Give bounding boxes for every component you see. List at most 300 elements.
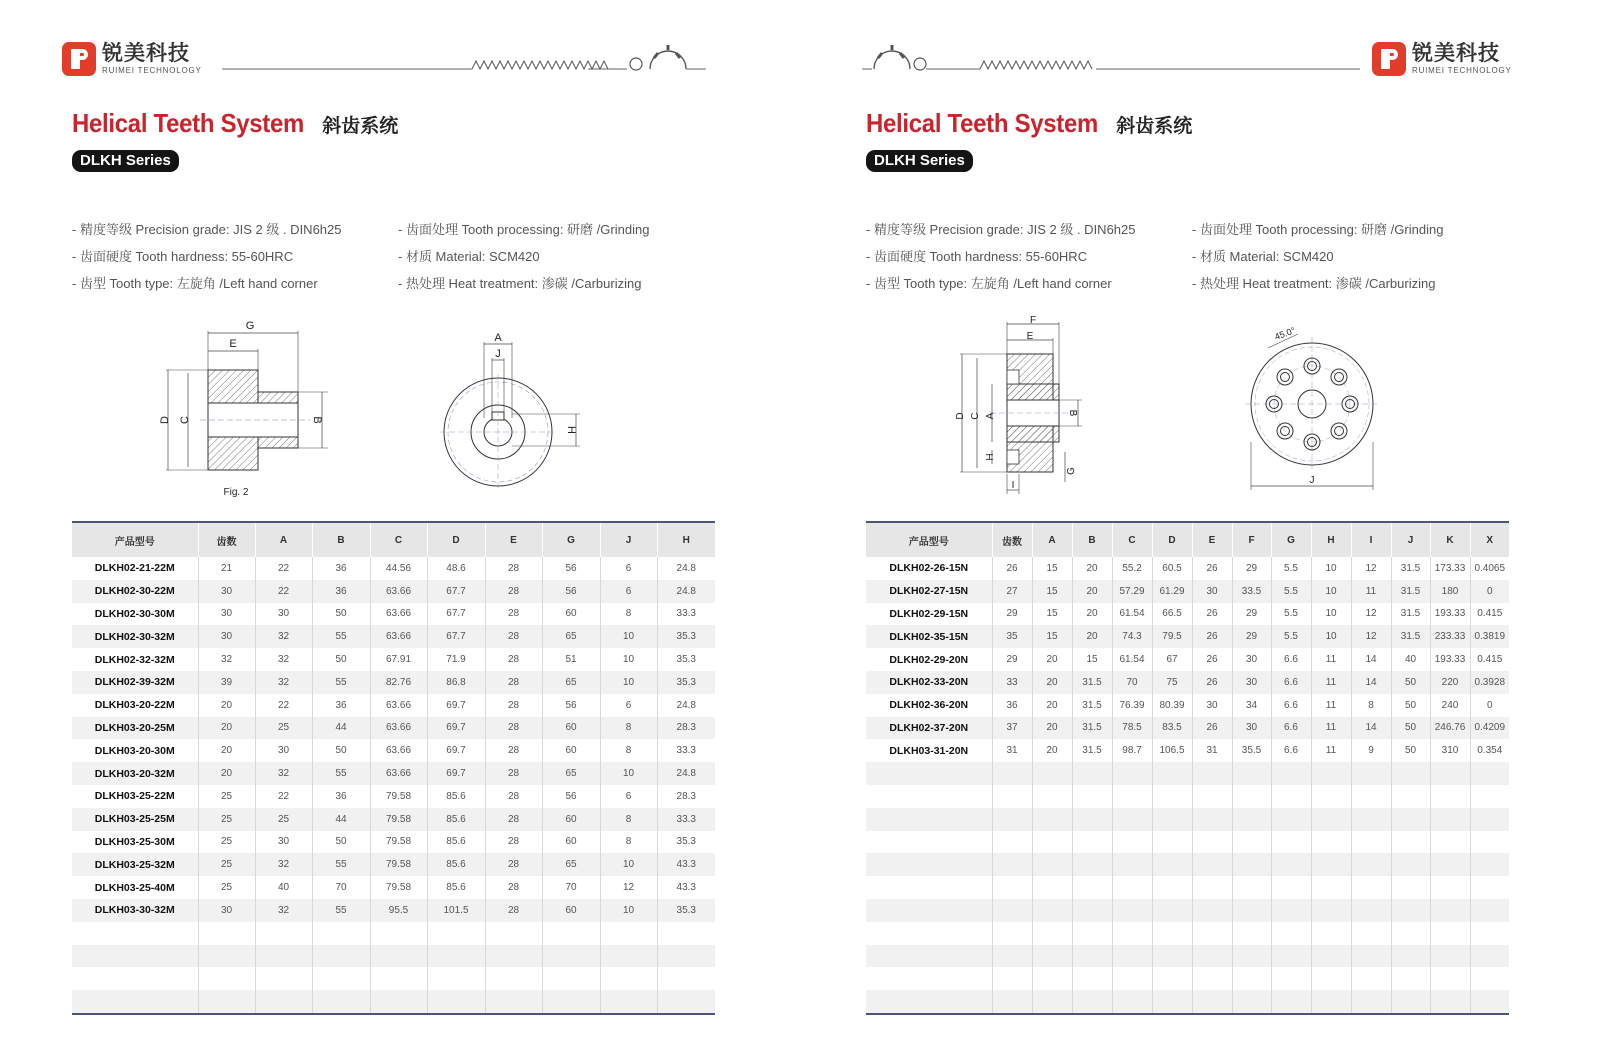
spec-item: - 齿面处理 Tooth processing: 研磨 /Grinding [1192, 222, 1444, 237]
value-cell [1311, 922, 1351, 945]
value-cell [1072, 945, 1112, 968]
table-row [866, 853, 1509, 876]
spec-item: - 齿面处理 Tooth processing: 研磨 /Grinding [398, 222, 650, 237]
dim-label: E [229, 338, 237, 350]
value-cell: 21 [198, 557, 255, 580]
table-row [72, 717, 715, 740]
value-cell: 27 [992, 580, 1032, 603]
table-row [866, 557, 1509, 580]
model-cell: DLKH02-27-15N [866, 580, 992, 603]
value-cell [198, 990, 255, 1014]
model-cell [866, 831, 992, 854]
value-cell: 29 [1232, 557, 1271, 580]
value-cell: 25 [198, 831, 255, 854]
value-cell [1430, 945, 1470, 968]
table-row [866, 922, 1509, 945]
table-row [866, 694, 1509, 717]
table-row [72, 876, 715, 899]
table-row [866, 625, 1509, 648]
value-cell: 24.8 [657, 762, 715, 785]
table-row [866, 876, 1509, 899]
value-cell [370, 967, 427, 990]
value-cell: 28 [485, 557, 542, 580]
value-cell [370, 990, 427, 1014]
value-cell: 79.58 [370, 853, 427, 876]
value-cell [312, 990, 370, 1014]
value-cell: 63.66 [370, 580, 427, 603]
value-cell [312, 945, 370, 968]
value-cell [1311, 899, 1351, 922]
value-cell [542, 990, 600, 1014]
value-cell: 28 [485, 625, 542, 648]
model-cell [72, 945, 198, 968]
value-cell: 28 [485, 694, 542, 717]
value-cell: 20 [1072, 557, 1112, 580]
value-cell: 220 [1430, 671, 1470, 694]
value-cell [1430, 785, 1470, 808]
value-cell: 28 [485, 762, 542, 785]
value-cell: 24.8 [657, 557, 715, 580]
value-cell [1271, 967, 1311, 990]
table-row [72, 967, 715, 990]
value-cell [1152, 876, 1192, 899]
table-row [72, 831, 715, 854]
value-cell: 83.5 [1152, 717, 1192, 740]
logo-r-icon [62, 42, 96, 76]
value-cell [485, 945, 542, 968]
value-cell: 30 [1192, 580, 1232, 603]
value-cell: 0.354 [1470, 739, 1509, 762]
dim-label: I [1011, 480, 1015, 491]
value-cell: 28 [485, 808, 542, 831]
value-cell [1391, 876, 1430, 899]
value-cell [1271, 853, 1311, 876]
value-cell [198, 945, 255, 968]
value-cell [992, 876, 1032, 899]
dim-label: F [1029, 315, 1037, 326]
value-cell: 22 [255, 694, 312, 717]
table-row [72, 694, 715, 717]
value-cell [1072, 876, 1112, 899]
dim-label: G [1066, 467, 1077, 475]
value-cell: 11 [1351, 580, 1391, 603]
value-cell: 25 [255, 808, 312, 831]
value-cell [1430, 922, 1470, 945]
spec-table [866, 521, 1509, 1015]
value-cell [1351, 990, 1391, 1014]
value-cell [1470, 853, 1509, 876]
value-cell [1032, 876, 1072, 899]
value-cell [1470, 785, 1509, 808]
value-cell: 28 [485, 853, 542, 876]
value-cell: 36 [312, 694, 370, 717]
value-cell: 63.66 [370, 762, 427, 785]
title-cn: 斜齿系统 [1116, 115, 1193, 137]
value-cell: 30 [1192, 694, 1232, 717]
value-cell [1470, 876, 1509, 899]
value-cell [1192, 831, 1232, 854]
value-cell: 31 [1192, 739, 1232, 762]
value-cell [1430, 853, 1470, 876]
value-cell [1072, 967, 1112, 990]
value-cell [1430, 831, 1470, 854]
value-cell: 80.39 [1152, 694, 1192, 717]
value-cell [255, 945, 312, 968]
spec-item: - 材质 Material: SCM420 [398, 249, 540, 264]
value-cell: 10 [1311, 580, 1351, 603]
value-cell [427, 967, 485, 990]
value-cell: 0 [1470, 694, 1509, 717]
value-cell [1391, 808, 1430, 831]
value-cell: 40 [255, 876, 312, 899]
value-cell: 12 [600, 876, 657, 899]
value-cell: 193.33 [1430, 603, 1470, 626]
value-cell: 240 [1430, 694, 1470, 717]
value-cell [1391, 785, 1430, 808]
column-header: F [1232, 522, 1271, 557]
value-cell: 14 [1351, 717, 1391, 740]
value-cell: 8 [1351, 694, 1391, 717]
value-cell: 50 [312, 739, 370, 762]
model-cell: DLKH02-21-22M [94, 562, 175, 575]
value-cell [1072, 922, 1112, 945]
value-cell [542, 945, 600, 968]
value-cell [1232, 899, 1271, 922]
value-cell [1470, 922, 1509, 945]
value-cell [992, 831, 1032, 854]
gear-header-line-icon [862, 44, 1362, 74]
value-cell [1112, 967, 1152, 990]
value-cell: 5.5 [1271, 580, 1311, 603]
value-cell [1311, 990, 1351, 1014]
value-cell: 10 [1311, 625, 1351, 648]
value-cell: 65 [542, 762, 600, 785]
value-cell [992, 990, 1032, 1014]
value-cell [1192, 785, 1232, 808]
value-cell: 32 [198, 648, 255, 671]
title-cn: 斜齿系统 [322, 115, 399, 137]
value-cell: 246.76 [1430, 717, 1470, 740]
model-cell: DLKH02-29-20N [889, 653, 969, 666]
value-cell: 37 [992, 717, 1032, 740]
table-row [866, 580, 1509, 603]
value-cell [1232, 831, 1271, 854]
page-title [72, 108, 398, 139]
value-cell [1351, 945, 1391, 968]
model-cell: DLKH02-37-20N [866, 717, 992, 740]
value-cell [1351, 785, 1391, 808]
dim-label: J [495, 348, 501, 360]
model-cell: DLKH02-26-15N [889, 562, 969, 575]
value-cell: 31.5 [1391, 603, 1430, 626]
value-cell [600, 945, 657, 968]
value-cell [1232, 853, 1271, 876]
model-cell [866, 945, 992, 968]
value-cell: 30 [198, 580, 255, 603]
value-cell: 26 [1192, 603, 1232, 626]
value-cell: 28 [485, 876, 542, 899]
value-cell: 36 [312, 785, 370, 808]
dim-label: H [565, 426, 577, 434]
left-page [0, 0, 780, 1044]
brand-logo [1372, 42, 1512, 76]
title-en: Helical Teeth System [72, 108, 305, 138]
value-cell: 11 [1311, 648, 1351, 671]
value-cell [1112, 945, 1152, 968]
value-cell [198, 922, 255, 945]
value-cell: 28 [485, 603, 542, 626]
value-cell: 8 [600, 717, 657, 740]
value-cell: 33.3 [657, 603, 715, 626]
value-cell [1391, 762, 1430, 785]
value-cell: 26 [1192, 648, 1232, 671]
value-cell [1311, 762, 1351, 785]
value-cell [1470, 762, 1509, 785]
value-cell: 67.7 [427, 580, 485, 603]
value-cell: 55 [312, 899, 370, 922]
value-cell [1391, 922, 1430, 945]
gear-side-section-diagram [950, 312, 1100, 502]
value-cell [1072, 785, 1112, 808]
table-row [866, 831, 1509, 854]
value-cell: 85.6 [427, 808, 485, 831]
value-cell: 30 [1232, 717, 1271, 740]
value-cell [1152, 945, 1192, 968]
title-en: Helical Teeth System [866, 108, 1099, 138]
value-cell [1430, 967, 1470, 990]
value-cell: 35.3 [657, 671, 715, 694]
value-cell: 28 [485, 717, 542, 740]
value-cell: 32 [255, 648, 312, 671]
value-cell: 5.5 [1271, 557, 1311, 580]
gear-side-view-diagram [150, 315, 340, 505]
model-cell: DLKH02-30-22M [72, 580, 198, 603]
value-cell [1430, 808, 1470, 831]
value-cell [255, 990, 312, 1014]
value-cell [1112, 762, 1152, 785]
value-cell: 51 [542, 648, 600, 671]
value-cell [1470, 899, 1509, 922]
value-cell: 0.415 [1470, 648, 1509, 671]
value-cell: 55 [312, 625, 370, 648]
dim-label: A [494, 332, 502, 344]
value-cell: 32 [255, 762, 312, 785]
value-cell: 180 [1430, 580, 1470, 603]
table-row [866, 648, 1509, 671]
value-cell: 39 [198, 671, 255, 694]
value-cell [370, 922, 427, 945]
value-cell: 31 [992, 739, 1032, 762]
model-cell: DLKH03-20-22M [94, 699, 175, 712]
value-cell: 79.58 [370, 785, 427, 808]
model-cell [72, 990, 198, 1014]
value-cell: 20 [1072, 580, 1112, 603]
value-cell: 31.5 [1072, 717, 1112, 740]
value-cell [1430, 762, 1470, 785]
value-cell [198, 967, 255, 990]
value-cell: 32 [255, 671, 312, 694]
value-cell: 31.5 [1072, 694, 1112, 717]
value-cell: 5.5 [1271, 603, 1311, 626]
value-cell [1311, 876, 1351, 899]
model-cell: DLKH03-25-40M [94, 881, 175, 894]
value-cell: 61.54 [1112, 603, 1152, 626]
value-cell [370, 945, 427, 968]
value-cell: 67 [1152, 648, 1192, 671]
value-cell [1391, 853, 1430, 876]
value-cell: 10 [600, 671, 657, 694]
value-cell: 26 [1192, 717, 1232, 740]
model-cell [72, 967, 198, 990]
model-cell: DLKH02-36-20N [889, 699, 969, 712]
value-cell: 193.33 [1430, 648, 1470, 671]
value-cell [485, 922, 542, 945]
value-cell: 8 [600, 808, 657, 831]
model-cell: DLKH02-35-15N [866, 625, 992, 648]
value-cell [1032, 853, 1072, 876]
value-cell: 69.7 [427, 717, 485, 740]
value-cell: 69.7 [427, 694, 485, 717]
value-cell: 63.66 [370, 603, 427, 626]
value-cell: 6.6 [1271, 694, 1311, 717]
value-cell: 0 [1470, 580, 1509, 603]
value-cell: 55 [312, 762, 370, 785]
value-cell [1351, 808, 1391, 831]
model-cell [866, 967, 992, 990]
value-cell: 0.3819 [1470, 625, 1509, 648]
value-cell [1112, 831, 1152, 854]
value-cell: 6 [600, 580, 657, 603]
value-cell [1032, 945, 1072, 968]
value-cell [1311, 831, 1351, 854]
value-cell: 60 [542, 808, 600, 831]
value-cell [992, 922, 1032, 945]
value-cell: 11 [1311, 671, 1351, 694]
value-cell: 60 [542, 899, 600, 922]
gear-bolt-pattern-diagram [1240, 322, 1400, 492]
value-cell: 85.6 [427, 785, 485, 808]
table-row [72, 603, 715, 626]
value-cell: 20 [1072, 603, 1112, 626]
value-cell: 11 [1311, 694, 1351, 717]
value-cell: 30 [1232, 671, 1271, 694]
right-page [780, 0, 1600, 1044]
value-cell: 50 [312, 831, 370, 854]
value-cell [1311, 808, 1351, 831]
table-row [866, 808, 1509, 831]
value-cell: 36 [992, 694, 1032, 717]
value-cell: 101.5 [427, 899, 485, 922]
model-cell: DLKH03-20-32M [72, 762, 198, 785]
value-cell [1232, 876, 1271, 899]
model-cell: DLKH03-31-20N [889, 744, 969, 757]
value-cell: 30 [255, 739, 312, 762]
table-row [72, 945, 715, 968]
value-cell: 31.5 [1391, 580, 1430, 603]
value-cell [1271, 831, 1311, 854]
model-cell [866, 762, 992, 785]
value-cell [1152, 922, 1192, 945]
value-cell: 12 [1351, 625, 1391, 648]
value-cell: 14 [1351, 671, 1391, 694]
value-cell [1271, 922, 1311, 945]
table-row [866, 671, 1509, 694]
value-cell [1311, 853, 1351, 876]
value-cell [1391, 990, 1430, 1014]
brand-name-cn: 锐美科技 [1412, 41, 1500, 65]
value-cell: 50 [312, 603, 370, 626]
dim-label: D [159, 416, 171, 424]
model-cell: DLKH02-33-20N [866, 671, 992, 694]
column-header: H [1311, 522, 1351, 557]
value-cell: 35.3 [657, 648, 715, 671]
gear-front-view-diagram [430, 330, 600, 500]
value-cell [1351, 876, 1391, 899]
column-header: J [600, 522, 657, 557]
value-cell: 56 [542, 557, 600, 580]
value-cell: 35.5 [1232, 739, 1271, 762]
model-cell: DLKH02-30-30M [94, 607, 175, 620]
value-cell [1032, 990, 1072, 1014]
value-cell: 86.8 [427, 671, 485, 694]
value-cell [427, 990, 485, 1014]
value-cell: 55.2 [1112, 557, 1152, 580]
table-row [72, 922, 715, 945]
value-cell: 34 [1232, 694, 1271, 717]
value-cell [1311, 785, 1351, 808]
value-cell [1470, 945, 1509, 968]
value-cell [1152, 899, 1192, 922]
table-row [72, 990, 715, 1014]
spec-table [72, 521, 715, 1015]
value-cell: 24.8 [657, 580, 715, 603]
model-cell: DLKH03-20-30M [94, 744, 175, 757]
value-cell [1192, 899, 1232, 922]
value-cell [1192, 853, 1232, 876]
value-cell [992, 762, 1032, 785]
model-cell: DLKH03-30-32M [72, 899, 198, 922]
value-cell: 6 [600, 785, 657, 808]
value-cell: 67.7 [427, 625, 485, 648]
value-cell [1152, 785, 1192, 808]
spec-item: - 材质 Material: SCM420 [1192, 249, 1334, 264]
table-row [72, 808, 715, 831]
value-cell: 60 [542, 739, 600, 762]
value-cell: 55 [312, 853, 370, 876]
value-cell [1351, 831, 1391, 854]
column-header: D [427, 522, 485, 557]
column-header: 齿数 [992, 522, 1032, 557]
value-cell [1232, 967, 1271, 990]
table-row [72, 557, 715, 580]
column-header: A [1032, 522, 1072, 557]
value-cell: 50 [312, 648, 370, 671]
value-cell: 35.3 [657, 899, 715, 922]
value-cell: 85.6 [427, 853, 485, 876]
value-cell [1271, 945, 1311, 968]
value-cell: 11 [1311, 717, 1351, 740]
value-cell: 30 [198, 603, 255, 626]
value-cell [992, 853, 1032, 876]
dim-label: D [955, 412, 966, 420]
value-cell [1112, 785, 1152, 808]
value-cell: 0.3928 [1470, 671, 1509, 694]
table-row [866, 603, 1509, 626]
spec-item: - 齿面硬度 Tooth hardness: 55-60HRC [866, 249, 1088, 264]
value-cell: 25 [198, 876, 255, 899]
table-row [866, 899, 1509, 922]
value-cell [1271, 990, 1311, 1014]
